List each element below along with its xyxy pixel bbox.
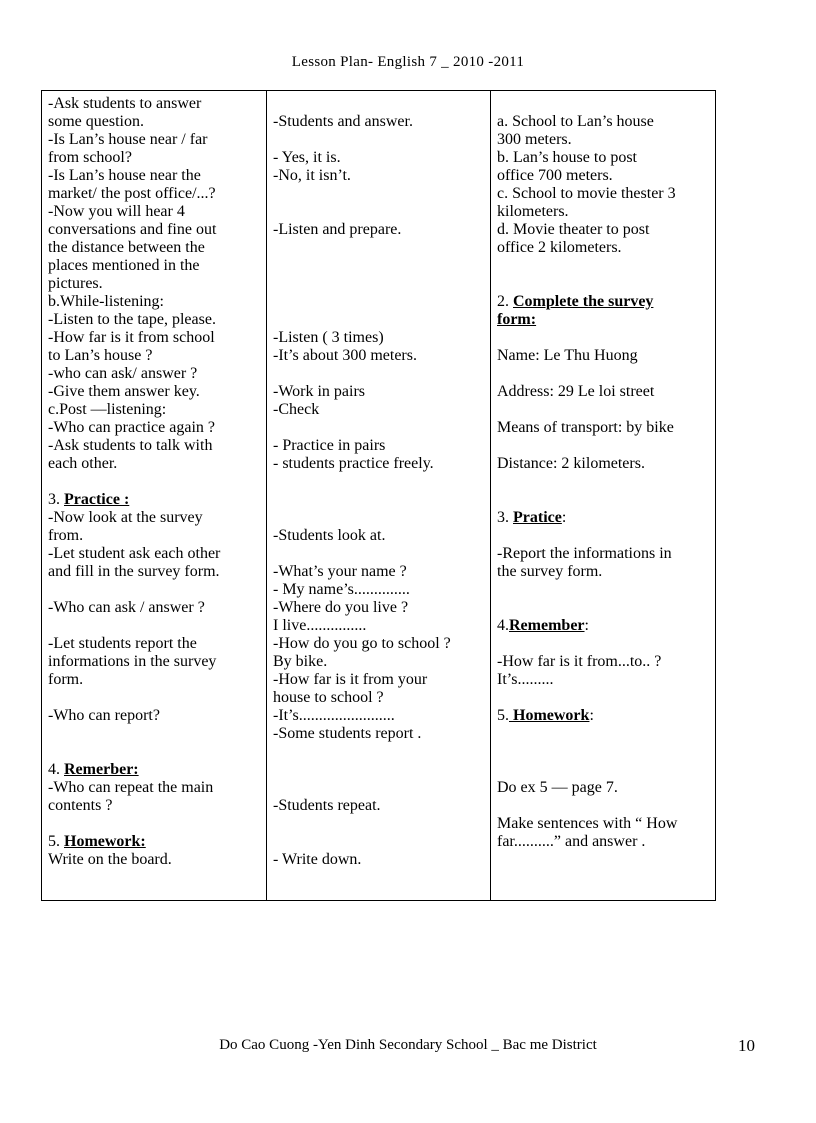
table-line: [497, 167, 711, 185]
table-line: [273, 383, 486, 401]
table-line: [48, 257, 262, 275]
table-line: [497, 653, 711, 671]
line-text: It’s.........: [497, 671, 554, 688]
table-line: [48, 365, 262, 383]
line-text: -Where do you live ?: [273, 599, 409, 616]
table-line: [497, 419, 711, 437]
section-heading: form:: [497, 311, 537, 328]
table-line: [48, 653, 262, 671]
table-line: [273, 527, 486, 545]
table-line: [48, 383, 262, 401]
heading-punctuation: :: [561, 509, 567, 526]
section-heading: Pratice: [513, 509, 562, 526]
table-line: [48, 419, 262, 437]
table-line: [497, 509, 711, 527]
table-line: [48, 149, 262, 167]
line-text: kilometers.: [497, 203, 569, 220]
line-text: far..........” and answer .: [497, 833, 646, 850]
line-text: - Yes, it is.: [273, 149, 341, 166]
table-line: [497, 671, 711, 689]
line-text: to Lan’s house ?: [48, 347, 153, 364]
table-line: [48, 275, 262, 293]
line-text: -Now you will hear 4: [48, 203, 185, 220]
section-heading: Homework: [509, 707, 590, 724]
table-line: [497, 131, 711, 149]
line-text: -Is Lan’s house near / far: [48, 131, 208, 148]
line-text: -Students and answer.: [273, 113, 413, 130]
table-line: [497, 149, 711, 167]
table-line: [497, 185, 711, 203]
line-text: -What’s your name ?: [273, 563, 407, 580]
table-line: [497, 833, 711, 851]
table-line: [48, 491, 262, 509]
line-text: -Report the informations in: [497, 545, 672, 562]
table-line: [48, 113, 262, 131]
column-content: [491, 91, 715, 900]
table-line: [497, 113, 711, 131]
line-text: 3.: [497, 509, 513, 526]
table-line: [497, 293, 711, 311]
table-line: [48, 185, 262, 203]
table-line: [273, 599, 486, 617]
section-heading: Remerber:: [64, 761, 139, 778]
table-line: [48, 293, 262, 311]
table-line: [497, 203, 711, 221]
table-line: [273, 167, 486, 185]
line-text: 300 meters.: [497, 131, 572, 148]
line-text: pictures.: [48, 275, 103, 292]
table-line: [48, 221, 262, 239]
table-line: [273, 653, 486, 671]
table-line: [273, 689, 486, 707]
table-line: [273, 635, 486, 653]
table-line: [497, 779, 711, 797]
line-text: 5.: [48, 833, 64, 850]
line-text: -It’s about 300 meters.: [273, 347, 417, 364]
line-text: -Who can repeat the main: [48, 779, 214, 796]
line-text: -How far is it from your: [273, 671, 428, 688]
line-text: -Now look at the survey: [48, 509, 203, 526]
line-text: -who can ask/ answer ?: [48, 365, 198, 382]
line-text: -Let students report the: [48, 635, 197, 652]
line-text: -Some students report .: [273, 725, 422, 742]
line-text: c. School to movie thester 3: [497, 185, 676, 202]
table-line: [48, 401, 262, 419]
table-line: [48, 707, 262, 725]
table-line: [48, 635, 262, 653]
table-line: [497, 239, 711, 257]
line-text: -How far is it from school: [48, 329, 215, 346]
line-text: -Check: [273, 401, 320, 418]
line-text: 5.: [497, 707, 509, 724]
table-line: [48, 329, 262, 347]
table-line: [497, 347, 711, 365]
page-footer: Do Cao Cuong -Yen Dinh Secondary School _ Bac me District: [219, 1037, 597, 1053]
table-line: [273, 707, 486, 725]
table-line: [48, 563, 262, 581]
line-text: 4.: [48, 761, 64, 778]
line-text: - Write down.: [273, 851, 362, 868]
section-heading: Practice :: [64, 491, 130, 508]
line-text: d. Movie theater to post: [497, 221, 650, 238]
line-text: c.Post —listening:: [48, 401, 167, 418]
table-line: [48, 671, 262, 689]
line-text: house to school ?: [273, 689, 384, 706]
line-text: each other.: [48, 455, 118, 472]
table-line: [48, 131, 262, 149]
line-text: Address: 29 Le loi street: [497, 383, 655, 400]
table-line: [497, 383, 711, 401]
line-text: -Is Lan’s house near the: [48, 167, 201, 184]
line-text: -No, it isn’t.: [273, 167, 351, 184]
line-text: places mentioned in the: [48, 257, 200, 274]
table-line: [273, 149, 486, 167]
line-text: -Listen and prepare.: [273, 221, 402, 238]
table-line: [48, 455, 262, 473]
line-text: -Who can report?: [48, 707, 160, 724]
table-line: [48, 239, 262, 257]
table-line: [497, 221, 711, 239]
line-text: 3.: [48, 491, 64, 508]
line-text: from.: [48, 527, 84, 544]
table-line: [497, 707, 711, 725]
section-heading: Homework:: [64, 833, 146, 850]
table-line: [48, 167, 262, 185]
table-line: [273, 437, 486, 455]
page-number: 10: [738, 1036, 755, 1055]
heading-punctuation: :: [584, 617, 589, 634]
table-line: [48, 833, 262, 851]
line-text: Means of transport: by bike: [497, 419, 674, 436]
line-text: By bike.: [273, 653, 328, 670]
line-text: b.While-listening:: [48, 293, 164, 310]
line-text: -Work in pairs: [273, 383, 366, 400]
line-text: office 700 meters.: [497, 167, 613, 184]
line-text: - My name’s..............: [273, 581, 410, 598]
table-line: [273, 797, 486, 815]
column-student-activities: [267, 91, 491, 900]
table-line: [273, 347, 486, 365]
table-line: [273, 725, 486, 743]
line-text: -Ask students to talk with: [48, 437, 213, 454]
line-text: Distance: 2 kilometers.: [497, 455, 645, 472]
line-text: -Listen ( 3 times): [273, 329, 384, 346]
table-line: [48, 851, 262, 869]
table-line: [273, 617, 486, 635]
table-line: [48, 779, 262, 797]
table-line: [497, 563, 711, 581]
line-text: - students practice freely.: [273, 455, 434, 472]
line-text: -How do you go to school ?: [273, 635, 451, 652]
line-text: a. School to Lan’s house: [497, 113, 654, 130]
line-text: -Listen to the tape, please.: [48, 311, 216, 328]
table-line: [48, 347, 262, 365]
table-line: [273, 671, 486, 689]
line-text: contents ?: [48, 797, 113, 814]
line-text: -Let student ask each other: [48, 545, 221, 562]
line-text: Name: Le Thu Huong: [497, 347, 638, 364]
table-line: [48, 203, 262, 221]
line-text: 2.: [497, 293, 513, 310]
line-text: -Students look at.: [273, 527, 386, 544]
line-text: - Practice in pairs: [273, 437, 386, 454]
table-line: [273, 113, 486, 131]
line-text: -It’s........................: [273, 707, 395, 724]
section-heading: Complete the survey: [513, 293, 654, 310]
line-text: market/ the post office/...?: [48, 185, 216, 202]
line-text: Make sentences with “ How: [497, 815, 678, 832]
table-line: [497, 455, 711, 473]
line-text: -Ask students to answer: [48, 95, 202, 112]
line-text: Write on the board.: [48, 851, 172, 868]
table-line: [48, 545, 262, 563]
table-line: [48, 761, 262, 779]
line-text: some question.: [48, 113, 144, 130]
line-text: b. Lan’s house to post: [497, 149, 637, 166]
line-text: informations in the survey: [48, 653, 217, 670]
table-line: [273, 563, 486, 581]
table-line: [273, 401, 486, 419]
section-heading: Remember: [509, 617, 585, 634]
line-text: the survey form.: [497, 563, 603, 580]
line-text: -Who can ask / answer ?: [48, 599, 205, 616]
heading-punctuation: :: [589, 707, 594, 724]
line-text: Do ex 5 — page 7.: [497, 779, 618, 796]
page-header: Lesson Plan- English 7 _ 2010 -2011: [291, 54, 525, 70]
line-text: I live...............: [273, 617, 367, 634]
table-line: [48, 527, 262, 545]
table-line: [273, 851, 486, 869]
table-line: [273, 221, 486, 239]
line-text: and fill in the survey form.: [48, 563, 220, 580]
table-line: [48, 311, 262, 329]
table-line: [48, 95, 262, 113]
line-text: -Give them answer key.: [48, 383, 200, 400]
table-line: [497, 617, 711, 635]
line-text: 4.: [497, 617, 509, 634]
table-line: [497, 545, 711, 563]
table-line: [273, 329, 486, 347]
lesson-table: [41, 90, 716, 901]
line-text: -How far is it from...to.. ?: [497, 653, 662, 670]
line-text: -Students repeat.: [273, 797, 381, 814]
line-text: the distance between the: [48, 239, 205, 256]
table-line: [48, 599, 262, 617]
line-text: conversations and fine out: [48, 221, 217, 238]
line-text: office 2 kilometers.: [497, 239, 622, 256]
table-line: [273, 581, 486, 599]
column-teacher-activities: [42, 91, 267, 900]
table-line: [48, 797, 262, 815]
line-text: form.: [48, 671, 84, 688]
table-line: [497, 311, 711, 329]
line-text: -Who can practice again ?: [48, 419, 216, 436]
table-line: [497, 815, 711, 833]
table-line: [273, 455, 486, 473]
table-line: [48, 437, 262, 455]
table-line: [48, 509, 262, 527]
line-text: from school?: [48, 149, 132, 166]
